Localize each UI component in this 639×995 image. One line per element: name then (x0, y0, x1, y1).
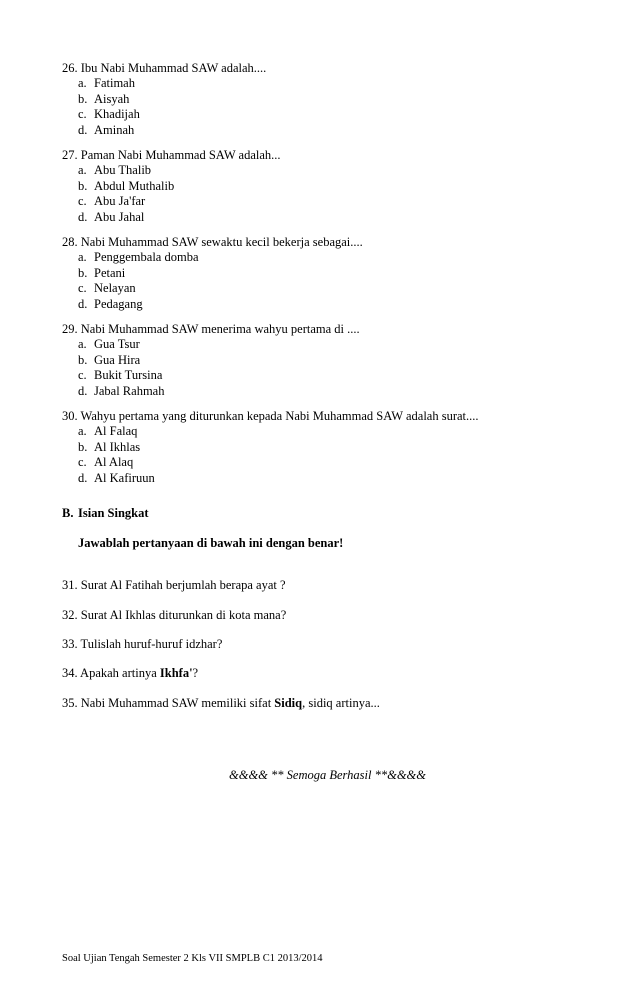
question-27 (62, 147, 622, 225)
closing-message: &&&& ** Semoga Berhasil **&&&& (229, 768, 426, 782)
option-d: d. Pedagang (78, 296, 143, 311)
short-question-32: 32. Surat Al Ikhlas diturunkan di kota mana? (62, 608, 287, 622)
option-b: b. Petani (78, 265, 126, 280)
bold-term: Sidiq (274, 696, 303, 710)
question-text: 29. Nabi Muhammad SAW menerima wahyu pertama di .... (62, 322, 360, 336)
question-26 (62, 60, 622, 138)
option-c: c. Bukit Tursina (78, 368, 163, 382)
question-29 (62, 321, 622, 399)
question-28 (62, 234, 622, 312)
section-title: Isian Singkat (78, 506, 149, 520)
question-30 (62, 408, 622, 486)
option-d: d. Al Kafiruun (78, 470, 155, 485)
option-d: d. Abu Jahal (78, 209, 145, 224)
option-c: c. Nelayan (78, 281, 136, 295)
section-b-heading (62, 506, 149, 521)
option-b: b. Al Ikhlas (78, 439, 141, 454)
option-c: c. Abu Ja'far (78, 194, 146, 208)
short-question-34: 34. Apakah artinya Ikhfa'? (62, 666, 199, 680)
section-instruction: Jawablah pertanyaan di bawah ini dengan benar! (78, 536, 344, 550)
short-question-35: 35. Nabi Muhammad SAW memiliki sifat Sidiq, sidiq artinya... (62, 696, 380, 710)
question-text: 27. Paman Nabi Muhammad SAW adalah... (62, 148, 281, 162)
option-d: d. Aminah (78, 122, 135, 137)
page-footer: Soal Ujian Tengah Semester 2 Kls VII SMPLB C1 2013/2014 (62, 953, 323, 964)
option-a: a. Fatimah (78, 76, 135, 90)
option-d: d. Jabal Rahmah (78, 383, 165, 398)
question-text: 26. Ibu Nabi Muhammad SAW adalah.... (62, 61, 267, 75)
option-b: b. Abdul Muthalib (78, 178, 175, 193)
short-question-31: 31. Surat Al Fatihah berjumlah berapa ayat ? (62, 578, 286, 592)
option-c: c. Khadijah (78, 107, 140, 121)
question-text: 30. Wahyu pertama yang diturunkan kepada Nabi Muhammad SAW adalah surat.... (62, 409, 479, 423)
option-a: a. Gua Tsur (78, 337, 140, 351)
short-question-33: 33. Tulislah huruf-huruf idzhar? (62, 637, 223, 651)
option-c: c. Al Alaq (78, 455, 134, 469)
option-a: a. Abu Thalib (78, 163, 152, 177)
option-b: b. Gua Hira (78, 352, 141, 367)
bold-term: Ikhfa' (159, 666, 193, 680)
option-a: a. Penggembala domba (78, 250, 199, 264)
section-letter: B. (62, 506, 74, 520)
option-b: b. Aisyah (78, 91, 130, 106)
option-a: a. Al Falaq (78, 424, 138, 438)
question-text: 28. Nabi Muhammad SAW sewaktu kecil bekerja sebagai.... (62, 235, 363, 249)
